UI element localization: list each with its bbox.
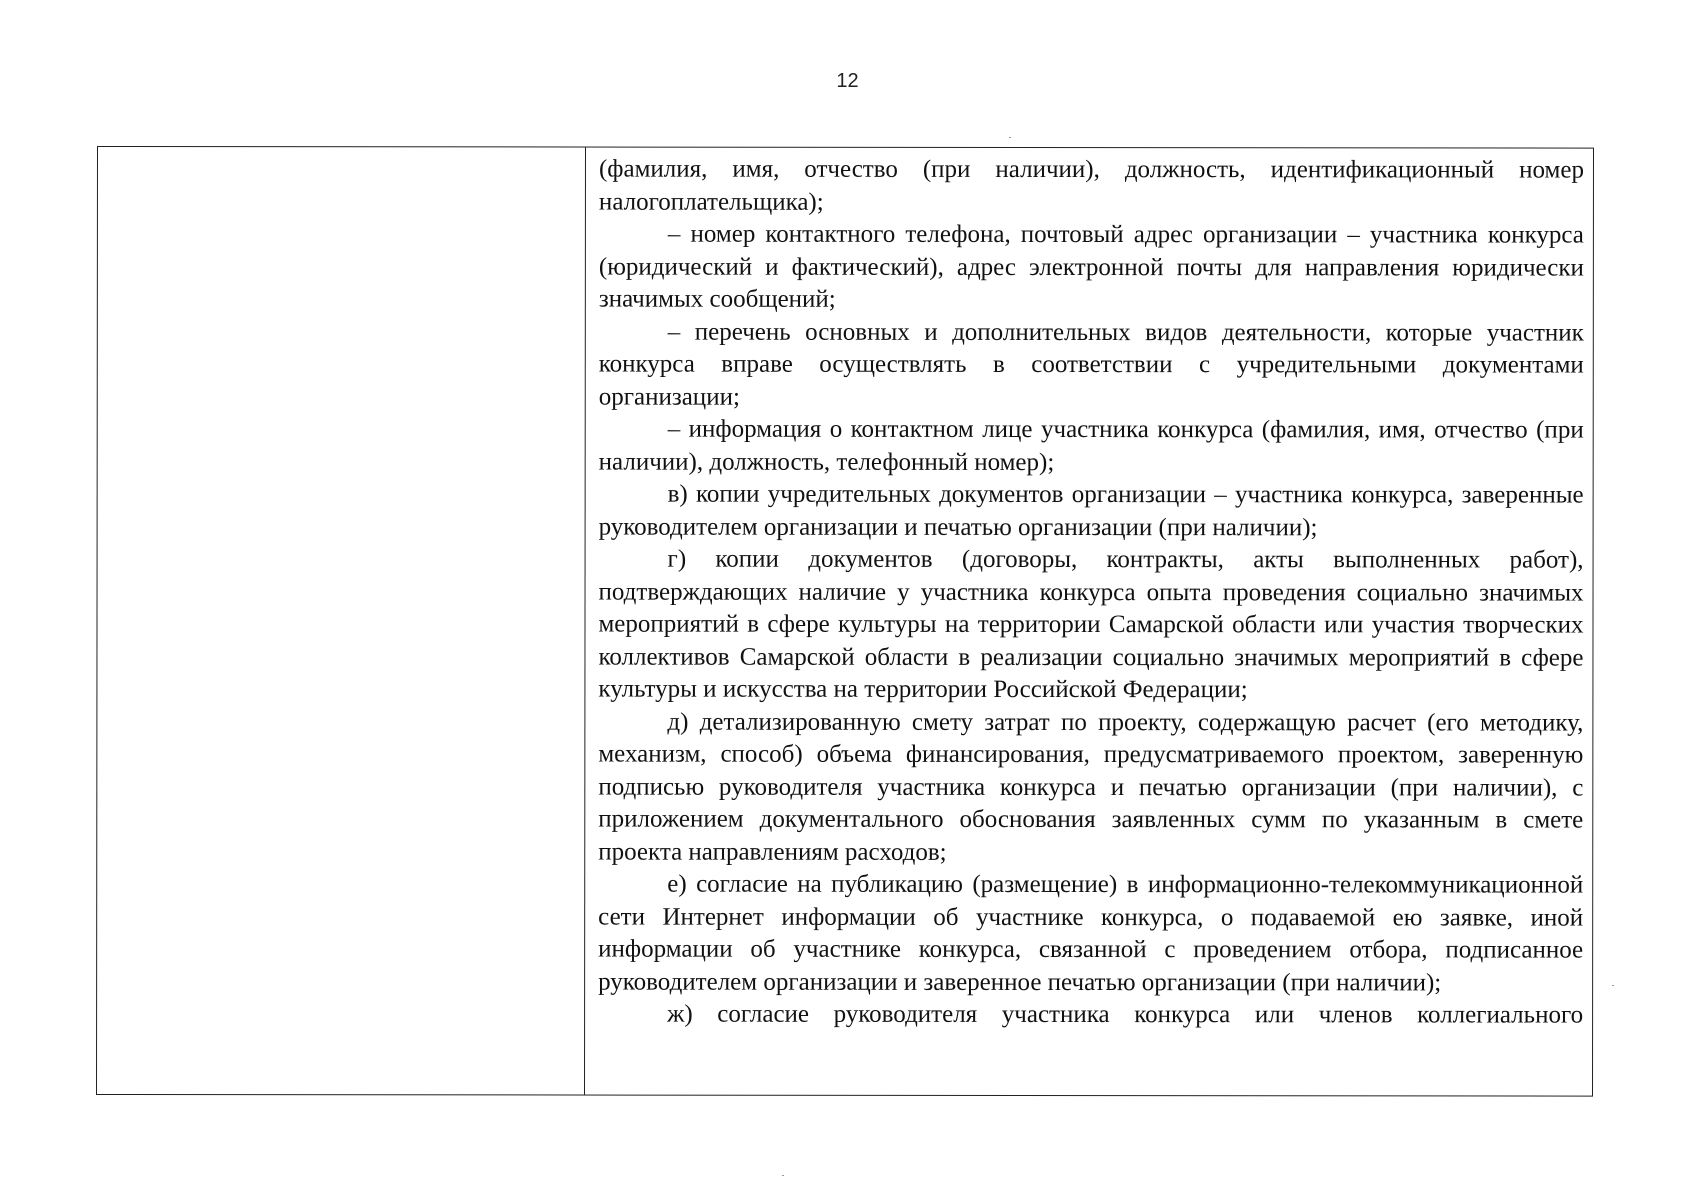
requirements-text-cell xyxy=(598,154,1584,1033)
scan-speck xyxy=(782,1175,784,1176)
paragraph-item-e: е) согласие на публикацию (размещение) в информационно-телекоммуникационной сети Интернет информации об участнике конкурса, о подаваемой ею заявке, иной информации об участнике конкурса, связанной с проведением отбора, подписанное руководителем организации и заверенное печатью организации (при наличии); xyxy=(598,870,1584,996)
paragraph-item-zh: ж) согласие руководителя участника конкурса или членов коллегиального xyxy=(667,1000,1584,1029)
scan-speck xyxy=(1612,985,1614,986)
paragraph-item-v: в) копии учредительных документов организации – участника конкурса, заверенные руководителем организации и печатью организации (при наличии); xyxy=(598,480,1584,541)
page-number: 12 xyxy=(836,70,859,92)
paragraph-contact-phone: – номер контактного телефона, почтовый адрес организации – участника конкурса (юридический и фактический), адрес электронной почты для направления юридически значимых сообщений; xyxy=(598,220,1584,313)
document-table xyxy=(96,146,1594,1097)
paragraph-contact-person: – информация о контактном лице участника конкурса (фамилия, имя, отчество (при наличии), должность, телефонный номер); xyxy=(598,415,1584,476)
paragraph-continuation: (фамилия, имя, отчество (при наличии), должность, идентификационный номер налогоплательщика); xyxy=(598,155,1584,216)
column-divider xyxy=(584,148,586,1095)
paragraph-item-g: г) копии документов (договоры, контракты, акты выполненных работ), подтверждающих наличие у участника конкурса опыта проведения социально значимых мероприятий в сфере культуры на территории Самарской области или участия творческих коллективов Самарской области в реализации социально значимых мероприятий в сфере культуры и искусства на территории Российской Федерации; xyxy=(598,545,1584,704)
paragraph-activity-list: – перечень основных и дополнительных видов деятельности, которые участник конкурса вправе осуществлять в соответствии с учредительными документами организации; xyxy=(598,318,1584,411)
paragraph-item-d: д) детализированную смету затрат по проекту, содержащую расчет (его методику, механизм, способ) объема финансирования, предусматриваемого проектом, заверенную подписью руководителя участника конкурса и печатью организации (при наличии), с приложением документального обоснования заявленных сумм по указанным в смете проекта направлениям расходов; xyxy=(598,708,1584,866)
scan-speck xyxy=(1009,137,1011,138)
